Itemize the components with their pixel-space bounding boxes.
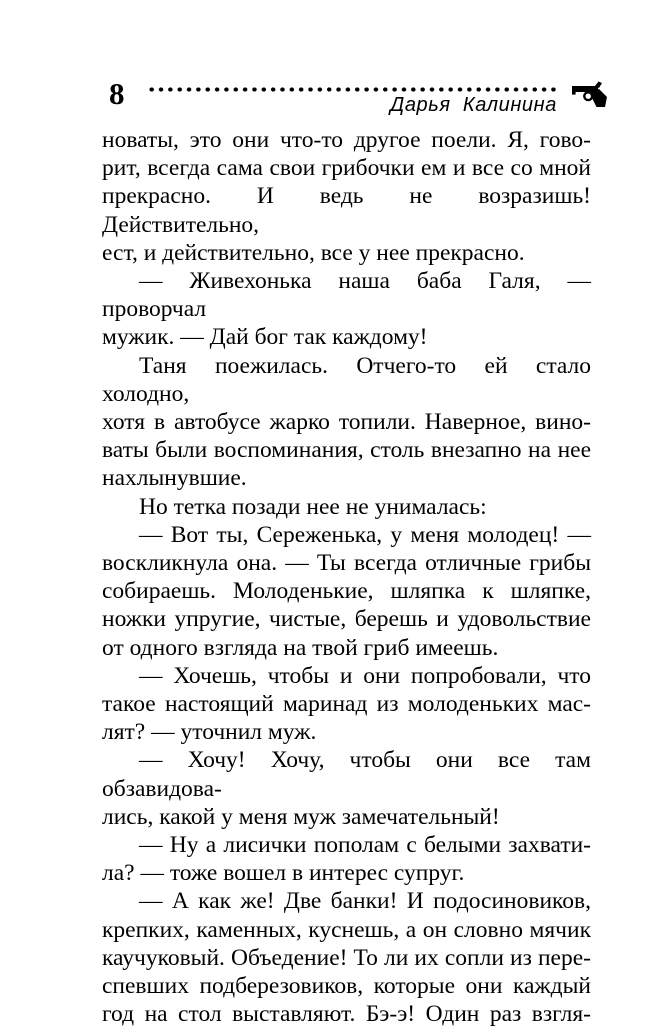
text-line: Таня поежилась. Отчего-то ей стало холодно, [102,352,591,407]
text-line: рит, всегда сама свои грибочки ем и все со мной [102,155,591,182]
text-line: нахлынувшие. [102,465,247,492]
text-line: крепких, каменных, куснешь, а он словно мячик [102,916,591,943]
text-line: — Хочу! Хочу, чтобы они все там обзавидова- [102,747,591,802]
text-line: от одного взгляда на твой гриб имеешь. [102,634,499,661]
text-line: новаты, это они что-то другое поели. Я, гово- [102,127,591,153]
text-line: каучуковый. Объедение! То ли их сопли из пере- [102,944,591,971]
text-line: прекрасно. И ведь не возразишь! Действительно, [102,183,591,238]
page-number: 8 [109,76,125,111]
text-line: ножки упругие, чистые, берешь и удовольствие [102,606,591,633]
text-line: лят? — уточнил муж. [102,719,317,746]
text-line: — Хочешь, чтобы и они попробовали, что [139,662,591,689]
text-line: Но тетка позади нее не унималась: [139,493,487,520]
text-line: — А как же! Две банки! И подосиновиков, [139,888,591,915]
revolver-icon [572,81,609,108]
text-line: — Живехонька наша баба Галя, — проворчал [102,268,591,323]
text-line: — Ну а лисички пополам с белыми захвати- [139,832,591,859]
text-line: собираешь. Молоденькие, шляпка к шляпке, [102,578,591,605]
text-line: такое настоящий маринад из молоденьких мас- [102,691,591,718]
text-line: лись, какой у меня муж замечательный! [102,803,500,830]
text-line: хотя в автобусе жарко топили. Наверное, вино- [102,409,591,436]
text-line: ла? — тоже вошел в интерес супруг. [102,860,465,887]
text-line: — Вот ты, Сереженька, у меня молодец! — [139,521,591,548]
text-line: год на стол выставляют. Бэ-э! Один раз взгля- [102,1001,591,1028]
page-text [102,126,591,1029]
text-line: мужик. — Дай бог так каждому! [102,324,428,351]
text-line: ест, и действительно, все у нее прекрасно. [102,239,525,266]
text-line: ваты были воспоминания, столь внезапно на нее [102,437,591,464]
dotted-rule [147,86,558,93]
text-line: воскликнула она. — Ты всегда отличные грибы [102,550,591,577]
running-header-author: Дарья Калинина [390,94,557,116]
text-line: спевших подберезовиков, которые они каждый [102,973,591,1000]
